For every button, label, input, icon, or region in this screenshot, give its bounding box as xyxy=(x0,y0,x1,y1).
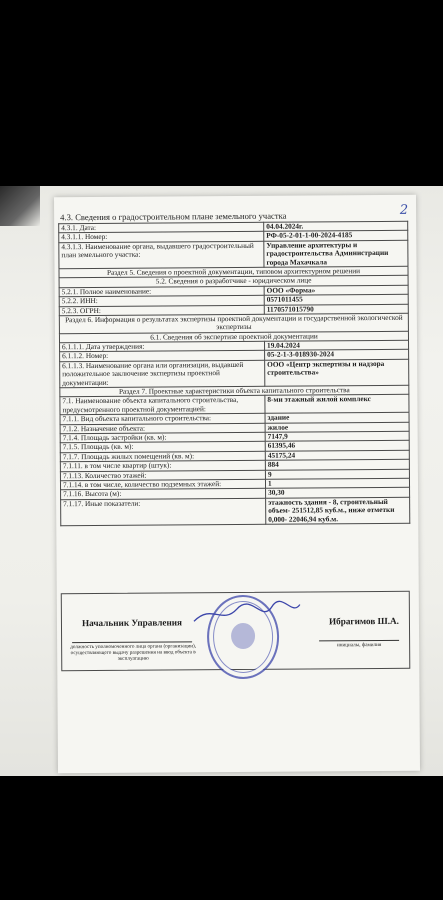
table-row xyxy=(60,359,409,388)
field-value: жилое xyxy=(265,422,409,432)
field-value: 9 xyxy=(265,469,409,479)
section-title: 5.2. Сведения о разработчике - юридическом лице xyxy=(59,276,408,288)
field-value: 05-2-1-3-018930-2024 xyxy=(265,350,409,360)
signatory-name: Ибрагимов Ш.А. xyxy=(328,615,399,627)
section-title: Раздел 6. Информация о результатах экспертизы проектной документации и государственной экологической экспертизы xyxy=(59,313,408,333)
field-value: Управление архитектуры и градостроительства Администрации города Махачкала xyxy=(264,240,408,267)
field-value: 45175,24 xyxy=(265,450,409,460)
field-value: 7147,9 xyxy=(265,431,409,441)
field-label: 5.2.3. ОГРН: xyxy=(59,305,264,316)
section-title: 6.1. Сведения об экспертизе проектной документации xyxy=(59,331,408,343)
field-label: 4.3.1.3. Наименование органа, выдавшего градостроительный план земельного участка: xyxy=(59,241,264,269)
field-label: 7.1.2. Назначение объекта: xyxy=(60,423,265,434)
field-label: 5.2.1. Полное наименование: xyxy=(59,286,264,297)
field-label: 6.1.1.2. Номер: xyxy=(60,351,265,362)
details-table xyxy=(58,221,410,526)
field-label: 4.3.1.1. Номер: xyxy=(59,232,264,243)
photo-dark-corner xyxy=(0,186,40,226)
field-value: ООО «Центр экспертизы и надзора строительства» xyxy=(265,359,409,386)
caption-position: должность уполномоченного лица органа (организации), осуществляющего выдачу разрешения на ввод объекта в эксплуатацию xyxy=(70,643,197,663)
signature-block xyxy=(61,591,411,671)
field-value: 04.04.2024г. xyxy=(264,221,408,231)
field-value: этажность здания - 8, строительный объем- 251512,85 куб.м., ниже отметки 0,000- 22046,94 куб.м. xyxy=(266,497,410,524)
field-value: 61395,46 xyxy=(265,441,409,451)
field-value: 1170571015790 xyxy=(264,304,408,314)
handwritten-signature xyxy=(192,599,302,630)
field-label: 7.1.13. Количество этажей: xyxy=(60,470,265,481)
field-label: 7.1.17. Иные показатели: xyxy=(61,498,266,526)
section-title: Раздел 7. Проектные характеристики объекта капитального строительства xyxy=(60,385,409,397)
table-row xyxy=(61,497,410,526)
field-label: 7.1. Наименование объекта капитального строительства, предусмотренного проектной документацией: xyxy=(60,396,265,415)
field-label: 4.3.1. Дата: xyxy=(59,222,264,233)
document-sheet xyxy=(54,195,420,774)
field-label: 7.1.7. Площадь жилых помещений (кв. м): xyxy=(60,451,265,462)
field-value: РФ-05-2-01-1-00-2024-4185 xyxy=(264,231,408,241)
section-heading: 4.3. Сведения о градостроительном плане земельного участка xyxy=(60,210,287,223)
page-number: 2 xyxy=(399,202,409,218)
field-label: 7.1.14. в том числе, количество подземных этажей: xyxy=(60,479,265,490)
table-row xyxy=(59,240,408,269)
section-title: Раздел 5. Сведения о проектной документации, типовом архитектурном решении xyxy=(59,266,408,278)
field-value: ООО «Форма» xyxy=(264,285,408,295)
field-label: 6.1.1.1. Дата утверждения: xyxy=(60,341,265,352)
field-label: 7.1.4. Площадь застройки (кв. м): xyxy=(60,432,265,443)
field-label: 7.1.16. Высота (м): xyxy=(61,489,266,500)
field-value: 884 xyxy=(265,459,409,469)
field-value: 19.04.2024 xyxy=(265,340,409,350)
field-label: 6.1.1.3. Наименование органа или организации, выдавшей положительное заключение экспертизы проектной документации: xyxy=(60,360,265,388)
field-value: 0571011455 xyxy=(264,294,408,304)
signatory-title: Начальник Управления xyxy=(81,617,183,629)
field-value: 1 xyxy=(265,478,409,488)
field-value: здание xyxy=(265,413,409,423)
field-label: 7.1.11. в том числе квартир (штук): xyxy=(60,460,265,471)
field-label: 7.1.1. Вид объекта капитального строительства: xyxy=(60,414,265,425)
field-label: 7.1.5. Площадь (кв. м): xyxy=(60,442,265,453)
field-value: 30,30 xyxy=(266,488,410,498)
caption-name: инициалы, фамилия xyxy=(336,641,382,649)
field-value: 8-ми этажный жилой комплекс xyxy=(265,395,409,414)
field-label: 5.2.2. ИНН: xyxy=(59,295,264,306)
